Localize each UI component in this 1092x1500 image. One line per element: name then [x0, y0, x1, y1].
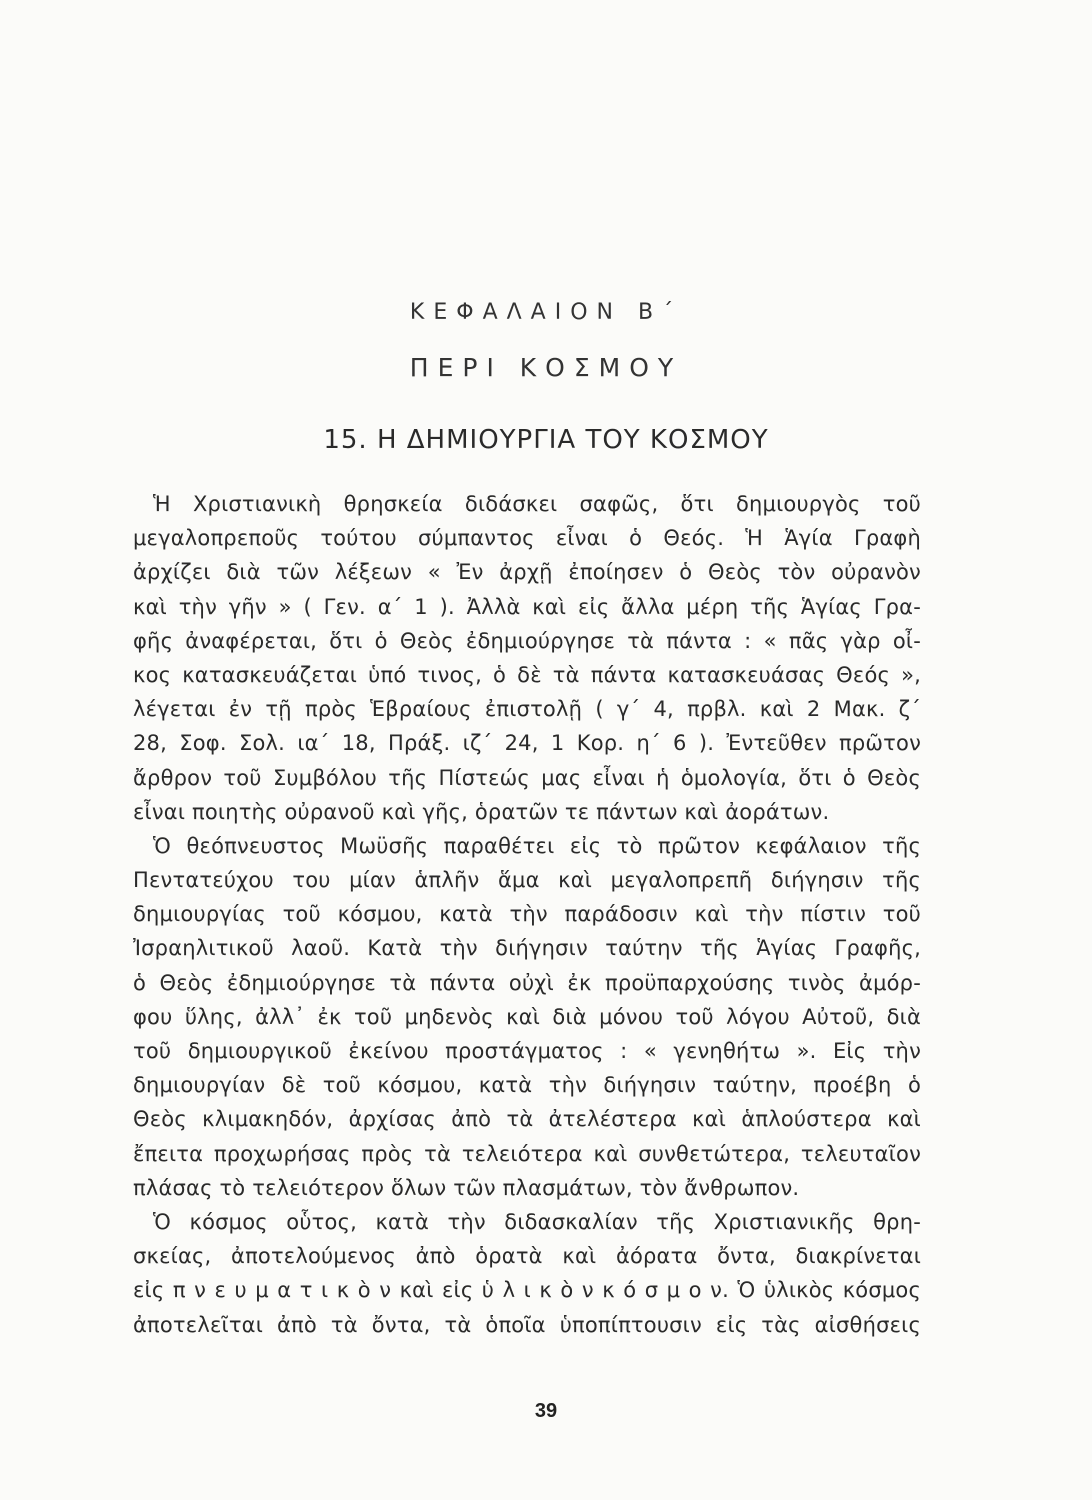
- text-line: ἀρχίζει διὰ τῶν λέξεων « Ἐν ἀρχῇ ἐποίησεν ὁ Θεὸς τὸν οὐρανὸν: [133, 560, 921, 585]
- part-title: ΠΕΡΙ ΚΟΣΜΟΥ: [409, 353, 683, 382]
- text-line: φῆς ἀναφέρεται, ὅτι ὁ Θεὸς ἐδημιούργησε τὰ πάντα : « πᾶς γὰρ οἶ-: [133, 628, 921, 653]
- body-text: [133, 487, 921, 1342]
- chapter-heading: ΚΕΦΑΛΑΙΟΝ Β΄: [409, 300, 683, 325]
- text-line: πλάσας τὸ τελειότερον ὅλων τῶν πλασμάτων, τὸν ἄνθρωπον.: [133, 1175, 800, 1200]
- text-line: σκείας, ἀποτελούμενος ἀπὸ ὁρατὰ καὶ ἀόρατα ὄντα, διακρίνεται: [133, 1244, 921, 1269]
- text-line: Θεὸς κλιμακηδόν, ἀρχίσας ἀπὸ τὰ ἀτελέστερα καὶ ἁπλούστερα καὶ: [133, 1107, 921, 1132]
- text-line: Ὁ θεόπνευστος Μωϋσῆς παραθέτει εἰς τὸ πρῶτον κεφάλαιον τῆς: [153, 833, 921, 858]
- text-line: Πεντατεύχου του μίαν ἁπλῆν ἅμα καὶ μεγαλοπρεπῆ διήγησιν τῆς: [133, 868, 921, 893]
- text-line: εἶναι ποιητὴς οὐρανοῦ καὶ γῆς, ὁρατῶν τε πάντων καὶ ἀοράτων.: [133, 799, 830, 824]
- text-line: μεγαλοπρεποῦς τούτου σύμπαντος εἶναι ὁ Θεός. Ἡ Ἁγία Γραφὴ: [133, 526, 921, 551]
- text-line: δημιουργίαν δὲ τοῦ κόσμου, κατὰ τὴν διήγησιν ταύτην, προέβη ὁ: [133, 1073, 921, 1098]
- text-line: ὁ Θεὸς ἐδημιούργησε τὰ πάντα οὐχὶ ἐκ προϋπαρχούσης τινὸς ἀμόρ-: [133, 970, 921, 995]
- section-title: 15. Η ΔΗΜΙΟΥΡΓΙΑ ΤΟΥ ΚΟΣΜΟΥ: [323, 425, 769, 455]
- text-line: Ἡ Χριστιανικὴ θρησκεία διδάσκει σαφῶς, ὅτι δημιουργὸς τοῦ: [153, 492, 921, 516]
- text-line: ἄρθρον τοῦ Συμβόλου τῆς Πίστεώς μας εἶναι ἡ ὁμολογία, ὅτι ὁ Θεὸς: [133, 765, 921, 790]
- text-line: Ὁ κόσμος οὗτος, κατὰ τὴν διδασκαλίαν τῆς Χριστιανικῆς θρη-: [153, 1209, 921, 1234]
- text-line: δημιουργίας τοῦ κόσμου, κατὰ τὴν παράδοσιν καὶ τὴν πίστιν τοῦ: [133, 902, 921, 927]
- text-line: καὶ τὴν γῆν » ( Γεν. α΄ 1 ). Ἀλλὰ καὶ εἰς ἄλλα μέρη τῆς Ἁγίας Γρα-: [133, 594, 921, 619]
- text-line: εἰς π ν ε υ μ α τ ι κ ὸ ν καὶ εἰς ὑ λ ι κ ὸ ν κ ό σ μ ο ν. Ὁ ὑλικὸς κόσμος: [133, 1278, 921, 1303]
- text-line: φου ὕλης, ἀλλ᾽ ἐκ τοῦ μηδενὸς καὶ διὰ μόνου τοῦ λόγου Αὐτοῦ, διὰ: [133, 1004, 921, 1029]
- text-line: λέγεται ἐν τῇ πρὸς Ἑβραίους ἐπιστολῇ ( γ΄ 4, πρβλ. καὶ 2 Μακ. ζ΄: [133, 697, 921, 722]
- text-line: 28, Σοφ. Σολ. ια΄ 18, Πράξ. ιζ΄ 24, 1 Κορ. η΄ 6 ). Ἐντεῦθεν πρῶτον: [133, 731, 921, 756]
- text-line: ἀποτελεῖται ἀπὸ τὰ ὄντα, τὰ ὁποῖα ὑποπίπτουσιν εἰς τὰς αἰσθήσεις: [133, 1312, 921, 1337]
- text-line: ἔπειτα προχωρήσας πρὸς τὰ τελειότερα καὶ συνθετώτερα, τελευταῖον: [133, 1141, 921, 1166]
- text-line: Ἰσραηλιτικοῦ λαοῦ. Κατὰ τὴν διήγησιν ταύτην τῆς Ἁγίας Γραφῆς,: [133, 936, 921, 961]
- text-line: κος κατασκευάζεται ὑπό τινος, ὁ δὲ τὰ πάντα κατασκευάσας Θεός »,: [133, 662, 921, 687]
- page-number: 39: [534, 1400, 558, 1422]
- text-line: τοῦ δημιουργικοῦ ἐκείνου προστάγματος : « γενηθήτω ». Εἰς τὴν: [133, 1039, 921, 1063]
